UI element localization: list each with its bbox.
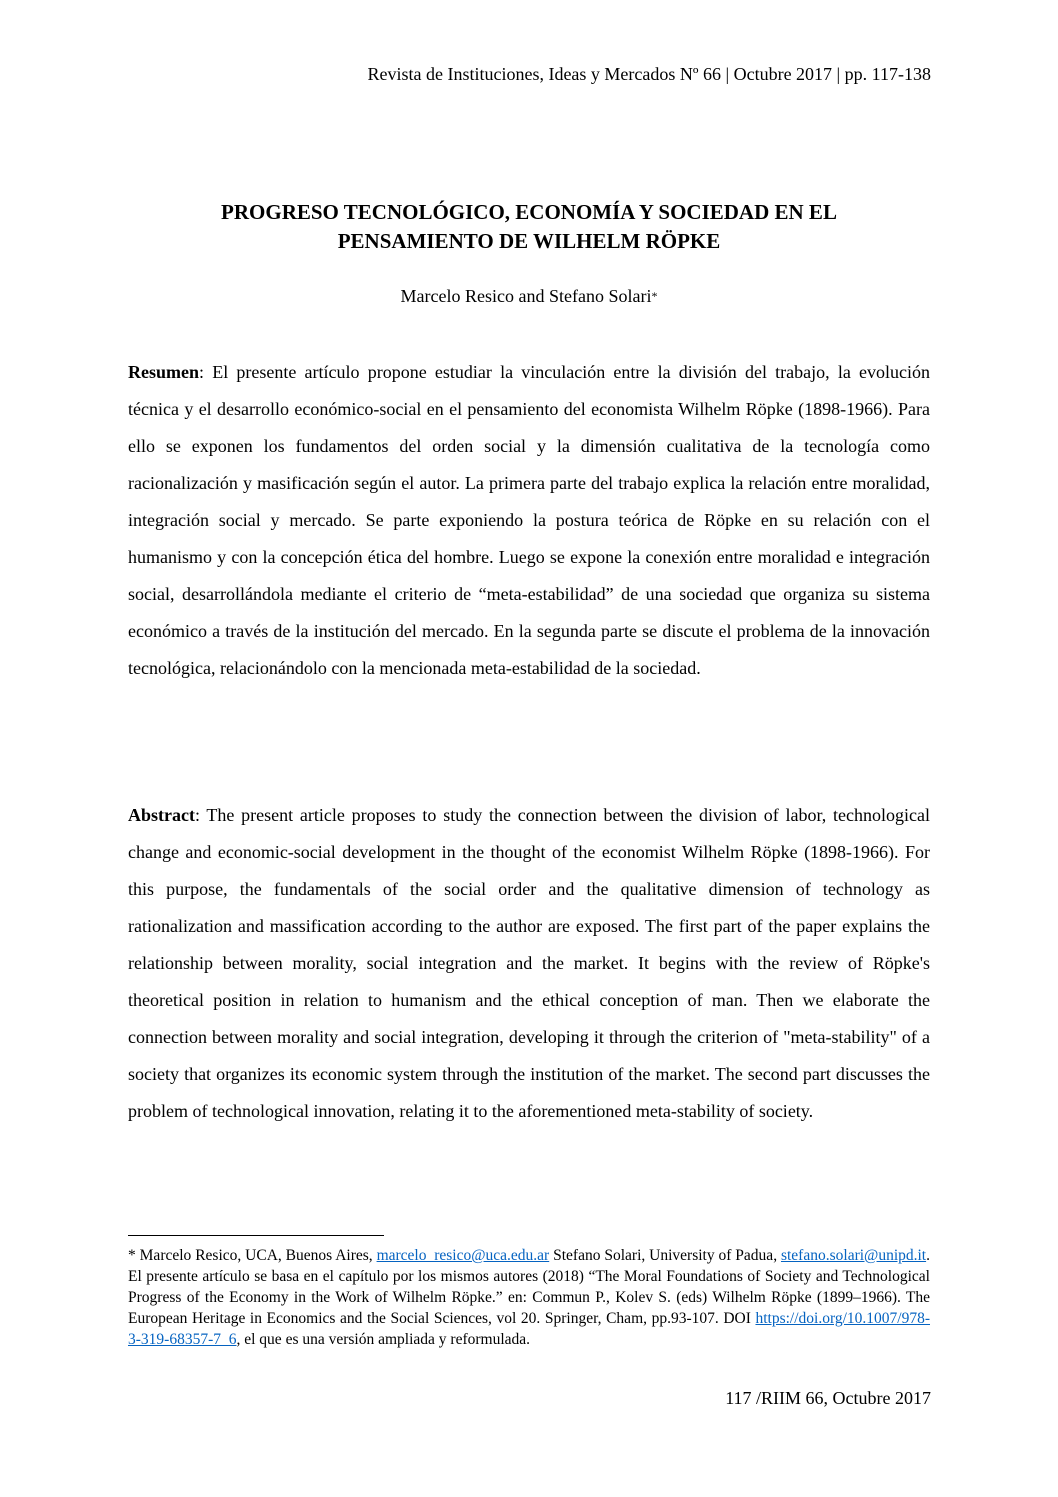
abstract-label: Abstract — [128, 805, 195, 825]
footnote — [128, 1245, 930, 1350]
footnote-text-3: . El presente artículo se basa en el capítulo por los mismos autores (2018) “The Moral Foundations of Society and Technological Progress of the Economy in the Work of Wilhelm Röpke.” en: Commun P., Kolev S. (eds) Wilhelm Röpke (1899–1966). The European Heritage in Economics and the Social Sciences, vol 20. Springer, Cham, pp.93-107. DOI — [128, 1247, 930, 1327]
doi-link[interactable]: https://doi.org/10.1007/978-3-319-68357-7_6 — [128, 1310, 930, 1348]
article-title — [128, 198, 930, 256]
footnote-text-2: Stefano Solari, University of Padua, — [549, 1247, 781, 1264]
abstract-paragraph — [128, 797, 930, 1130]
resumen-label: Resumen — [128, 362, 199, 382]
resumen-paragraph — [128, 354, 930, 687]
email-link-solari[interactable]: stefano.solari@unipd.it — [780, 1247, 927, 1264]
footnote-text-4: , el que es una versión ampliada y reformulada. — [236, 1331, 531, 1348]
abstract-text: : The present article proposes to study the connection between the division of labor, technological change and economic-social development in the thought of the economist Wilhelm Röpke (1898-1966). For this purpose, the fundamentals of the social order and the qualitative dimension of technology as rationalization and massification according to the author are exposed. The first part of the paper explains the relationship between morality, social integration and the market. It begins with the review of Röpke's theoretical position in relation to humanism and the ethical conception of man. Then we elaborate the connection between morality and social integration, developing it through the criterion of "meta-stability" of a society that organizes its economic system through the institution of the market. The second part discusses the problem of technological innovation, relating it to the aforementioned meta-stability of society. — [128, 805, 930, 1121]
email-link-resico[interactable]: marcelo_resico@uca.edu.ar — [376, 1247, 550, 1264]
footnote-text-1: Marcelo Resico, UCA, Buenos Aires, — [135, 1247, 377, 1264]
author-names: Marcelo Resico and Stefano Solari — [400, 286, 652, 306]
title-line-1: PROGRESO TECNOLÓGICO, ECONOMÍA Y SOCIEDAD EN EL — [221, 200, 837, 224]
title-line-2: PENSAMIENTO DE WILHELM RÖPKE — [337, 229, 721, 253]
journal-header: Revista de Instituciones, Ideas y Mercados Nº 66 | Octubre 2017 | pp. 117-138 — [367, 64, 931, 84]
footnote-marker: * — [128, 1247, 136, 1264]
authors — [128, 284, 930, 310]
author-footnote-marker[interactable]: * — [651, 289, 658, 303]
resumen-text: : El presente artículo propone estudiar la vinculación entre la división del trabajo, la evolución técnica y el desarrollo económico-social en el pensamiento del economista Wilhelm Röpke (1898-1966). Para ello se exponen los fundamentos del orden social y la dimensión cualitativa de la tecnología como racionalización y masificación según el autor. La primera parte del trabajo explica la relación entre moralidad, integración social y mercado. Se parte exponiendo la postura teórica de Röpke en su relación con el humanismo y con la concepción ética del hombre. Luego se expone la conexión entre moralidad e integración social, desarrollándola mediante el criterio de “meta-estabilidad” de una sociedad que organiza su sistema económico a través de la institución del mercado. En la segunda parte se discute el problema de la innovación tecnológica, relacionándolo con la mencionada meta-estabilidad de la sociedad. — [128, 362, 930, 678]
footnote-divider — [128, 1235, 384, 1236]
page-footer: 117 /RIIM 66, Octubre 2017 — [725, 1388, 931, 1408]
